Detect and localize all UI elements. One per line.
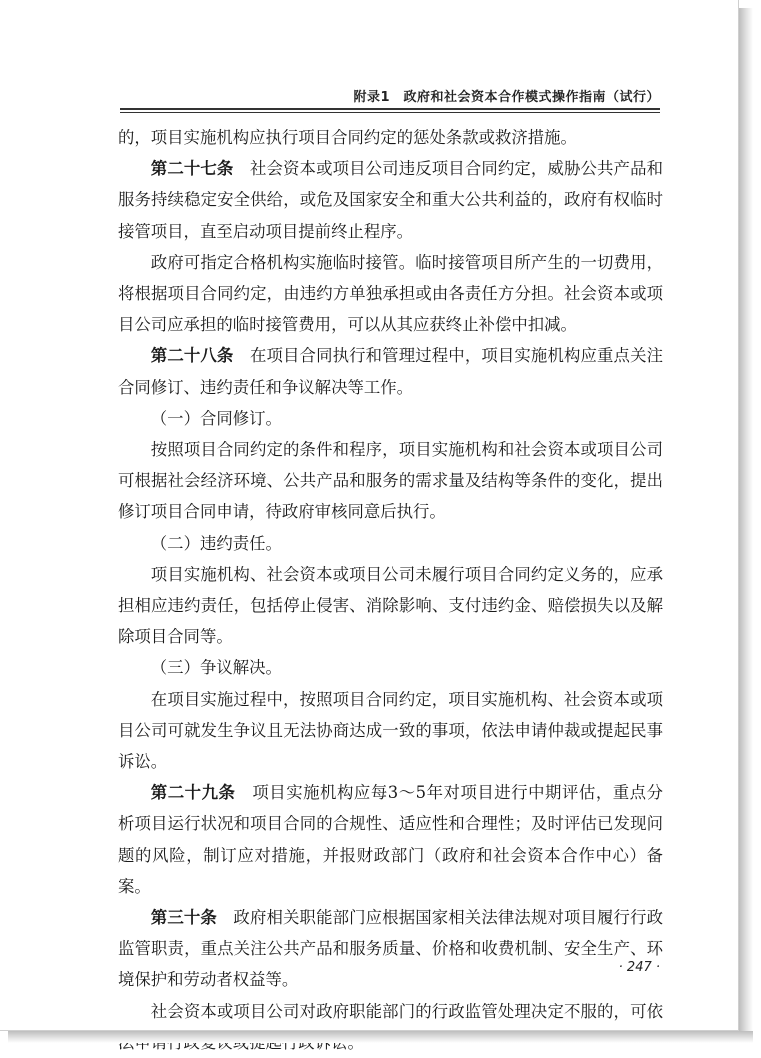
article-heading: 第二十七条: [150, 159, 234, 179]
page-shadow-bottom: [8, 1031, 753, 1043]
paragraph: 项目实施机构、社会资本或项目公司未履行项目合同约定义务的，应承担相应违约责任，包括停止侵害、消除影响、支付违约金、赔偿损失以及解除项目合同等。: [118, 564, 663, 647]
paragraph-article-27: 第二十七条 社会资本或项目公司违反项目合同约定，威胁公共产品和服务持续稳定安全供给，或危及国家安全和重大公共利益的，政府有权临时接管项目，直至启动项目提前终止程序。: [118, 159, 664, 241]
paragraph-article-30: 第三十条 政府相关职能部门应根据国家相关法律法规对项目履行行政监管职责，重点关注公共产品和服务质量、价格和收费机制、安全生产、环境保护和劳动者权益等。: [118, 908, 663, 990]
subheading: （三）争议解决。: [150, 658, 282, 678]
header-rule-thick: [120, 108, 660, 110]
paragraph: 的，项目实施机构应执行项目合同约定的惩处条款或救济措施。: [118, 128, 577, 147]
running-header: 附录1 政府和社会资本合作模式操作指南（试行）: [353, 90, 660, 105]
body-text: [118, 122, 663, 1058]
article-heading: 第二十八条: [150, 346, 234, 366]
article-heading: 第二十九条: [150, 783, 236, 803]
paragraph: 政府可指定合格机构实施临时接管。临时接管项目所产生的一切费用，将根据项目合同约定，由违约方单独承担或由各责任方分担。社会资本或项目公司应承担的临时接管费用，可以从其应获终止补偿中扣减。: [118, 252, 663, 335]
article-heading: 第三十条: [150, 908, 217, 928]
paragraph-article-28: 第二十八条 在项目合同执行和管理过程中，项目实施机构应重点关注合同修订、违约责任和争议解决等工作。: [118, 346, 664, 397]
page-shadow-right: [739, 8, 753, 1038]
subheading: （二）违约责任。: [150, 533, 282, 553]
header-rule-thin: [120, 112, 660, 113]
paragraph: 社会资本或项目公司对政府职能部门的行政监管处理决定不服的，可依: [150, 1001, 663, 1021]
subheading: （一）合同修订。: [150, 408, 282, 428]
paragraph: 按照项目合同约定的条件和程序，项目实施机构和社会资本或项目公司可根据社会经济环境、公共产品和服务的需求量及结构等条件的变化，提出修订项目合同申请，待政府审核同意后执行。: [118, 440, 663, 522]
paragraph-article-29: 第二十九条 项目实施机构应每3～5年对项目进行中期评估，重点分析项目运行状况和项目合同的合规性、适应性和合理性；及时评估已发现问题的风险，制订应对措施，并报财政部门（政府和社会资本合作中心）备案。: [118, 783, 663, 896]
paragraph: 在项目实施过程中，按照项目合同约定，项目实施机构、社会资本或项目公司可就发生争议且无法协商达成一致的事项，依法申请仲裁或提起民事诉讼。: [118, 689, 663, 772]
page-number: · 247 ·: [618, 960, 660, 975]
